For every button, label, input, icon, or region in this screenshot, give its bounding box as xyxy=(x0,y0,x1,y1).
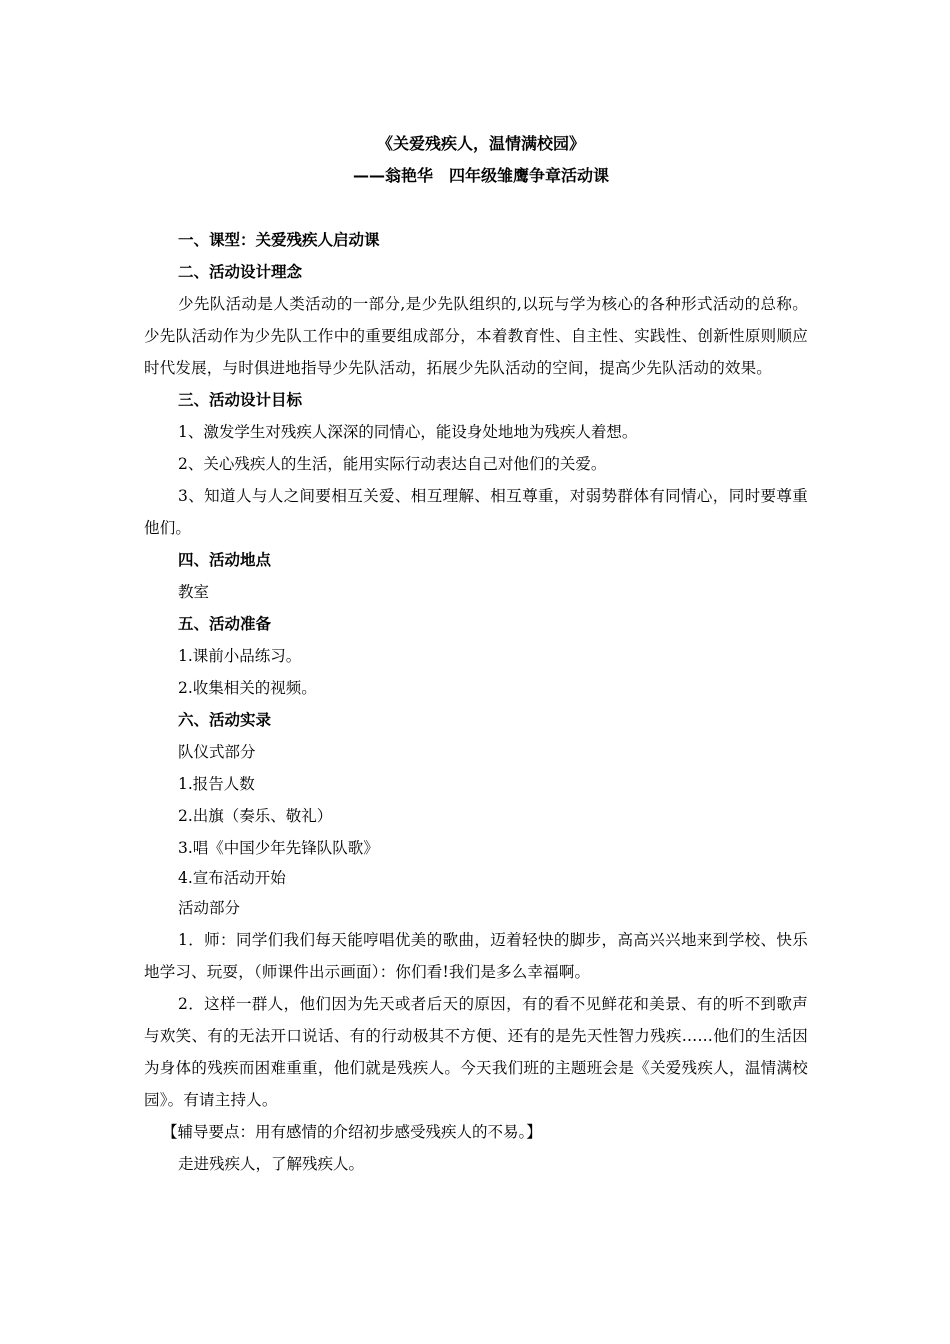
ceremony-item-3: 3.唱《中国少年先锋队队歌》 xyxy=(178,839,379,857)
section-heading-design-goals: 三、活动设计目标 xyxy=(178,391,303,409)
ceremony-part-label: 队仪式部分 xyxy=(178,743,256,761)
guidance-note: 【辅导要点：用有感情的介绍初步感受残疾人的不易。】 xyxy=(162,1123,542,1141)
document-subtitle: ——翁艳华 四年级雏鹰争章活动课 xyxy=(352,166,609,185)
document-title: 《关爱残疾人，温情满校园》 xyxy=(376,134,585,153)
ceremony-item-2: 2.出旗（奏乐、敬礼） xyxy=(178,807,333,825)
section-heading-record: 六、活动实录 xyxy=(178,711,272,729)
activity-paragraph-1: 1．师：同学们我们每天能哼唱优美的歌曲，迈着轻快的脚步，高高兴兴地来到学校、快乐地学习、玩耍，（师课件出示画面）：你们看!我们是多么幸福啊。 xyxy=(144,931,808,981)
section-heading-location: 四、活动地点 xyxy=(178,551,272,569)
paragraph-design-concept: 少先队活动是人类活动的一部分,是少先队组织的,以玩与学为核心的各种形式活动的总称。少先队活动作为少先队工作中的重要组成部分，本着教育性、自主性、实践性、创新性原则顺应时代发展，与时俱进地指导少先队活动，拓展少先队活动的空间，提高少先队活动的效果。 xyxy=(144,295,808,377)
section-heading-design-concept: 二、活动设计理念 xyxy=(178,263,303,281)
document-page xyxy=(144,128,808,1180)
preparation-item-1: 1.课前小品练习。 xyxy=(178,647,302,665)
ceremony-item-1: 1.报告人数 xyxy=(178,775,255,793)
preparation-item-2: 2.收集相关的视频。 xyxy=(178,679,317,697)
section-heading-course-type: 一、课型：关爱残疾人启动课 xyxy=(178,231,380,249)
section-heading-preparation: 五、活动准备 xyxy=(178,615,272,633)
activity-part-label: 活动部分 xyxy=(178,899,241,917)
closing-line: 走进残疾人，了解残疾人。 xyxy=(178,1155,365,1173)
ceremony-item-4: 4.宣布活动开始 xyxy=(178,869,286,887)
goal-item-2: 2、关心残疾人的生活，能用实际行动表达自己对他们的关爱。 xyxy=(178,455,607,473)
spacer xyxy=(144,192,808,224)
location-text: 教室 xyxy=(178,583,210,601)
goal-item-1: 1、激发学生对残疾人深深的同情心，能设身处地地为残疾人着想。 xyxy=(178,423,638,441)
goal-item-3: 3、知道人与人之间要相互关爱、相互理解、相互尊重，对弱势群体有同情心，同时要尊重他们。 xyxy=(144,487,808,537)
activity-paragraph-2: 2．这样一群人，他们因为先天或者后天的原因，有的看不见鲜花和美景、有的听不到歌声与欢笑、有的无法开口说话、有的行动极其不方便、还有的是先天性智力残疾……他们的生活因为身体的残疾而困难重重，他们就是残疾人。今天我们班的主题班会是《关爱残疾人，温情满校园》。有请主持人。 xyxy=(144,995,808,1109)
